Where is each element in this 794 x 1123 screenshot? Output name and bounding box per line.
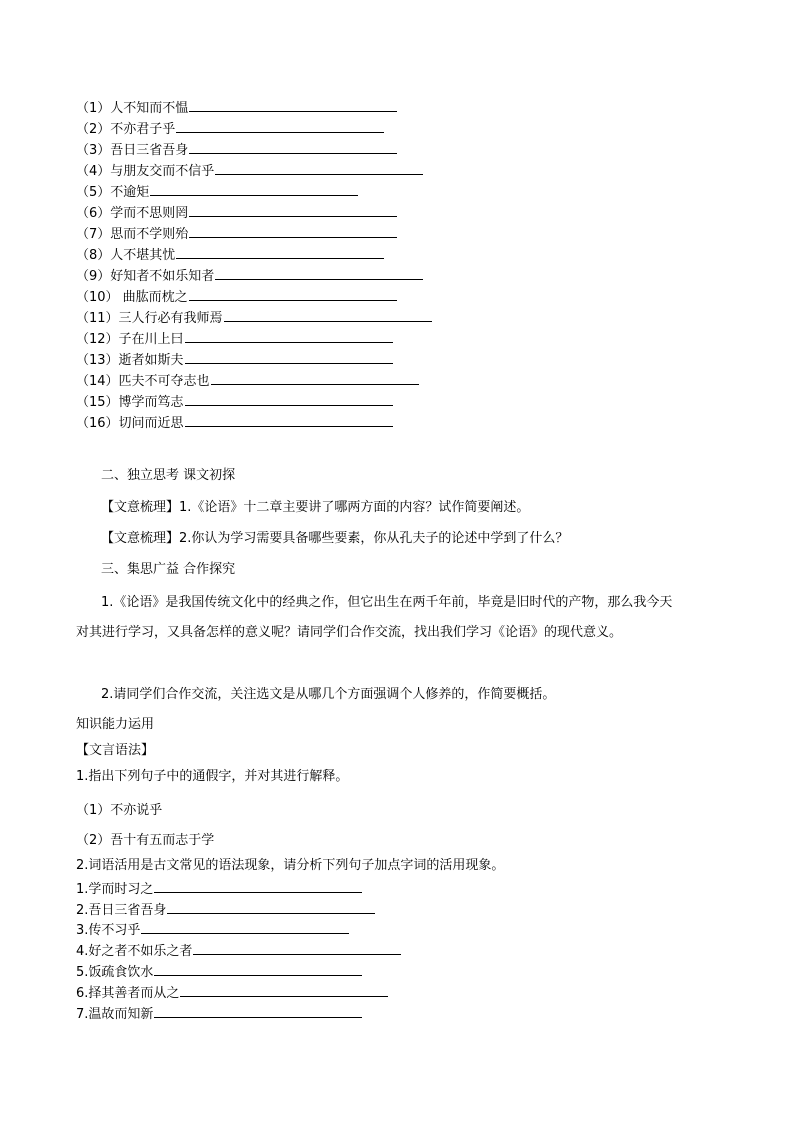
usage-item: [76, 962, 362, 982]
term-item: [76, 182, 358, 202]
answer-blank[interactable]: [167, 900, 375, 914]
answer-blank[interactable]: [185, 350, 393, 364]
usage-item: [76, 900, 375, 920]
answer-blank[interactable]: [224, 308, 432, 322]
usage-text: 5.饭疏食饮水: [76, 965, 154, 980]
term-text: （16）切问而近思: [76, 416, 184, 431]
usage-text: 1.学而时习之: [76, 882, 154, 897]
usage-item: [76, 1004, 362, 1024]
grammar-q1-item: （2）吾十有五而志于学: [76, 833, 215, 848]
section2-question-1: 【文意梳理】1.《论语》十二章主要讲了哪两方面的内容？试作简要阐述。: [101, 500, 530, 515]
term-text: （1）人不知而不愠: [76, 101, 189, 116]
usage-text: 2.吾日三省吾身: [76, 903, 167, 918]
usage-item: [76, 879, 362, 899]
term-text: （10） 曲肱而枕之: [76, 290, 188, 305]
answer-blank[interactable]: [141, 920, 349, 934]
answer-blank[interactable]: [189, 287, 397, 301]
answer-blank[interactable]: [215, 161, 423, 175]
section3-paragraph-1-line-1: 1.《论语》是我国传统文化中的经典之作，但它出生在两千年前，毕竟是旧时代的产物，那么我今天: [101, 595, 673, 610]
term-text: （14）匹夫不可夺志也: [76, 374, 210, 389]
term-text: （2）不亦君子乎: [76, 122, 176, 137]
term-text: （11）三人行必有我师焉: [76, 311, 223, 326]
section3-paragraph-2: 2.请同学们合作交流，关注选文是从哪几个方面强调个人修养的，作简要概括。: [101, 687, 556, 702]
term-item: [76, 350, 393, 370]
answer-blank[interactable]: [185, 392, 393, 406]
term-item: [76, 203, 397, 223]
term-item: [76, 98, 397, 118]
answer-blank[interactable]: [176, 245, 384, 259]
usage-text: 3.传不习乎: [76, 923, 141, 938]
answer-blank[interactable]: [215, 266, 423, 280]
usage-text: 4.好之者不如乐之者: [76, 944, 193, 959]
term-text: （4）与朋友交而不信乎: [76, 164, 215, 179]
usage-text: 7.温故而知新: [76, 1007, 154, 1022]
answer-blank[interactable]: [180, 983, 388, 997]
term-text: （7）思而不学则殆: [76, 227, 189, 242]
answer-blank[interactable]: [176, 119, 384, 133]
grammar-q1-item: （1）不亦说乎: [76, 803, 163, 818]
answer-blank[interactable]: [189, 224, 397, 238]
answer-blank[interactable]: [189, 140, 397, 154]
term-text: （5）不逾矩: [76, 185, 150, 200]
term-item: [76, 329, 393, 349]
section3-heading: 三、集思广益 合作探究: [101, 562, 236, 577]
answer-blank[interactable]: [150, 182, 358, 196]
term-text: （13）逝者如斯夫: [76, 353, 184, 368]
answer-blank[interactable]: [185, 329, 393, 343]
answer-blank[interactable]: [185, 413, 393, 427]
knowledge-heading: 知识能力运用: [76, 717, 155, 732]
section2-question-2: 【文意梳理】2.你认为学习需要具备哪些要素，你从孔夫子的论述中学到了什么？: [101, 531, 569, 546]
section2-heading: 二、独立思考 课文初探: [101, 468, 236, 483]
term-text: （9）好知者不如乐知者: [76, 269, 215, 284]
term-text: （6）学而不思则罔: [76, 206, 189, 221]
term-text: （12）子在川上曰: [76, 332, 184, 347]
answer-blank[interactable]: [154, 1004, 362, 1018]
term-item: [76, 224, 397, 244]
grammar-question-1: 1.指出下列句子中的通假字，并对其进行解释。: [76, 769, 349, 784]
term-item: [76, 119, 384, 139]
answer-blank[interactable]: [154, 879, 362, 893]
term-text: （15）博学而笃志: [76, 395, 184, 410]
term-item: [76, 287, 397, 307]
term-item: [76, 413, 393, 433]
term-item: [76, 140, 397, 160]
grammar-subheading: 【文言语法】: [76, 743, 155, 758]
answer-blank[interactable]: [189, 98, 397, 112]
usage-text: 6.择其善者而从之: [76, 986, 180, 1001]
term-item: [76, 308, 432, 328]
term-item: [76, 161, 423, 181]
answer-blank[interactable]: [189, 203, 397, 217]
answer-blank[interactable]: [211, 371, 419, 385]
term-text: （8）人不堪其忧: [76, 248, 176, 263]
answer-blank[interactable]: [154, 962, 362, 976]
term-item: [76, 392, 393, 412]
usage-item: [76, 983, 388, 1003]
usage-item: [76, 941, 401, 961]
answer-blank[interactable]: [193, 941, 401, 955]
term-item: [76, 266, 423, 286]
term-item: [76, 245, 384, 265]
term-text: （3）吾日三省吾身: [76, 143, 189, 158]
section3-paragraph-1-line-2: 对其进行学习，又具备怎样的意义呢？请同学们合作交流，找出我们学习《论语》的现代意义。: [76, 625, 623, 640]
grammar-question-2: 2.词语活用是古文常见的语法现象，请分析下列句子加点字词的活用现象。: [76, 858, 505, 873]
term-item: [76, 371, 419, 391]
usage-item: [76, 920, 349, 940]
